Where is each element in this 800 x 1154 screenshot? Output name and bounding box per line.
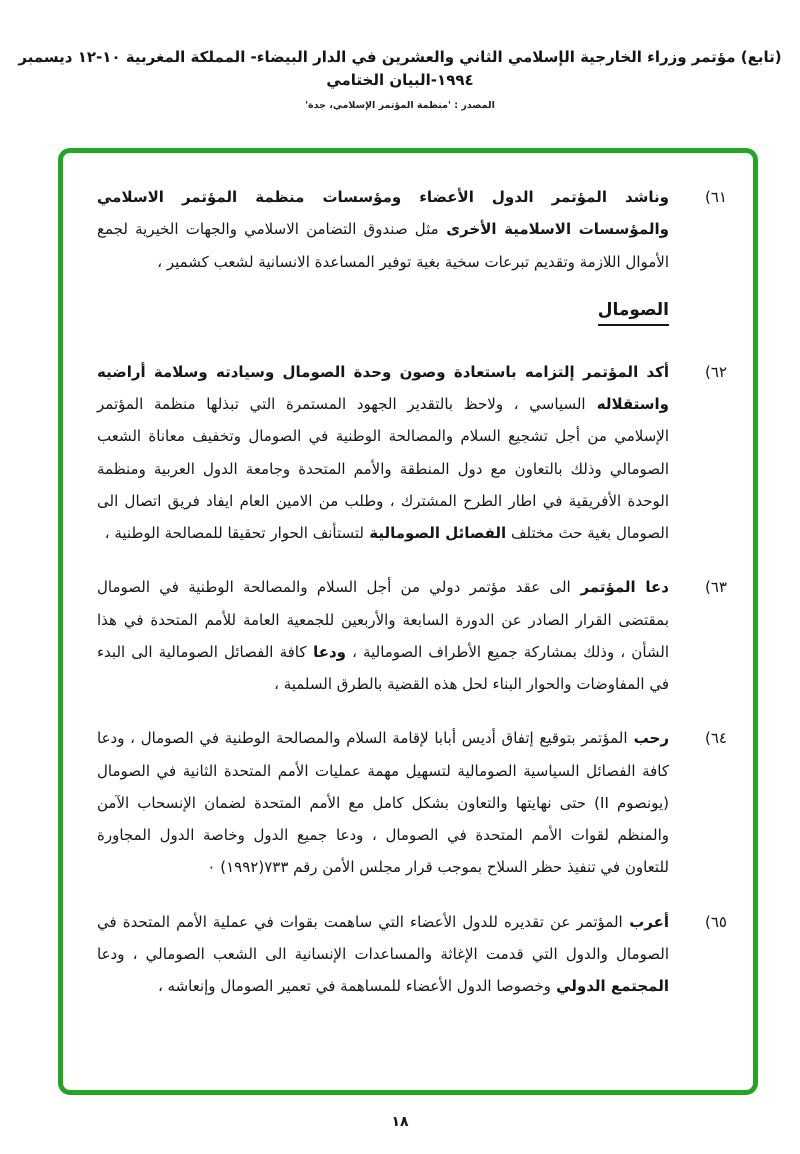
text-segment: المؤتمر عن تقديره للدول الأعضاء التي ساهمت بقوات في عملية الأمم المتحدة في الصومال والدول التي قدمت الإغاثة والمساعدات الإنسانية الى الشعب الصومالي ، ودعا (97, 912, 669, 963)
paragraph-text (93, 906, 669, 1003)
paragraph-number: ٦٤) (705, 729, 727, 748)
text-segment: المجتمع الدولي (550, 977, 669, 995)
text-segment: رحب (627, 729, 669, 748)
numbered-paragraph (93, 722, 727, 883)
text-segment: وناشد المؤتمر الدول الأعضاء ومؤسسات منظمة المؤتمر الاسلامي والمؤسسات الاسلامية الأخرى (97, 188, 669, 239)
text-segment: الى عقد مؤتمر دولي من أجل السلام والمصالحة الوطنية في الصومال بمقتضى القرار الصادر عن الدورة السابعة والأربعين للجمعية العامة للأمم المتحدة في هذا الشأن ، وذلك بمشاركة جميع الأطراف الصومالية ، (97, 578, 670, 661)
numbered-paragraph (93, 906, 727, 1003)
numbered-paragraph (93, 571, 727, 700)
numbered-paragraph (93, 356, 727, 550)
content-border-box (58, 148, 758, 1095)
paragraph-number: ٦٢) (705, 362, 727, 381)
page-header (18, 46, 782, 111)
paragraph-number: ٦١) (705, 188, 727, 206)
text-segment: لتستأنف الحوار تحقيقا للمصالحة الوطنية ، (104, 524, 365, 542)
page-number: ١٨ (391, 1114, 409, 1130)
text-segment: المؤتمر بتوقيع إتفاق أديس أبابا لإقامة السلام والمصالحة الوطنية في الصومال ، ودعا كافة الفصائل السياسية الصومالية لتسهيل مهمة عمليات الأمم المتحدة الثانية في الصومال (يونصوم II) حتى نهايتها والتعاون بشكل كامل مع الأمم المتحدة لضمان الإنسحاب الآمن والمنظم لقوات الأمم المتحدة في الصومال ، ودعا جميع الدول وخاصة الدول المجاورة للتعاون في تنفيذ حظر السلاح بموجب قرار مجلس الأمن رقم ٧٣٣(١٩٩٢) ٠ (97, 729, 669, 877)
text-segment: أعرب (622, 912, 670, 931)
paragraph-text (93, 356, 669, 550)
text-segment: مثل صندوق التضامن الاسلامي والجهات الخيرية لجمع الأموال اللازمة وتقديم تبرعات سخية بغية توفير المساعدة الانسانية لشعب كشمير ، (97, 220, 669, 271)
text-segment: دعا المؤتمر (570, 578, 670, 597)
text-segment: وخصوصا الدول الأعضاء للمساهمة في تعمير الصومال وإنعاشه ، (157, 977, 551, 995)
section-heading-label: الصومال (598, 300, 669, 326)
section-heading (93, 300, 669, 326)
paragraph-text (93, 722, 669, 883)
text-segment: الفصائل الصومالية (364, 524, 507, 542)
paragraph-text (93, 181, 669, 278)
text-segment: ودعا (306, 642, 346, 661)
document-source: المصدر : 'منظمة المؤتمر الإسلامي، جدة' (305, 100, 495, 111)
text-segment: كافة الفصائل الصومالية الى البدء في المفاوضات والحوار البناء لحل هذه القضية بالطرق السلمية ، (97, 642, 669, 693)
paragraph-list (93, 181, 727, 1002)
text-segment: أكد المؤتمر إلتزامه باستعادة وصون وحدة الصومال وسيادته وسلامة أراضيه واستقلاله (97, 362, 669, 413)
text-segment: السياسي ، ولاحظ بالتقدير الجهود المستمرة التي تبذلها منظمة المؤتمر الإسلامي من أجل تشجيع السلام والمصالحة الوطنية في الصومال وتخفيف معاناة الشعب الصومالي وذلك بالتعاون مع دول المنطقة والأمم المتحدة وجامعة الدول العربية ومنظمة الوحدة الأفريقية في اطار الطرح المشترك ، وطلب من الامين العام ايفاد فريق اتصال الى الصومال بغية حث مختلف (97, 395, 669, 542)
paragraph-number: ٦٥) (705, 912, 727, 931)
paragraph-number: ٦٣) (705, 578, 727, 597)
paragraph-text (93, 571, 669, 700)
document-title: (تابع) مؤتمر وزراء الخارجية الإسلامي الثاني والعشرين في الدار البيضاء- المملكة المغربية ١٠-١٢ ديسمبر ١٩٩٤-البيان الختامي (18, 48, 782, 89)
numbered-paragraph (93, 181, 727, 278)
